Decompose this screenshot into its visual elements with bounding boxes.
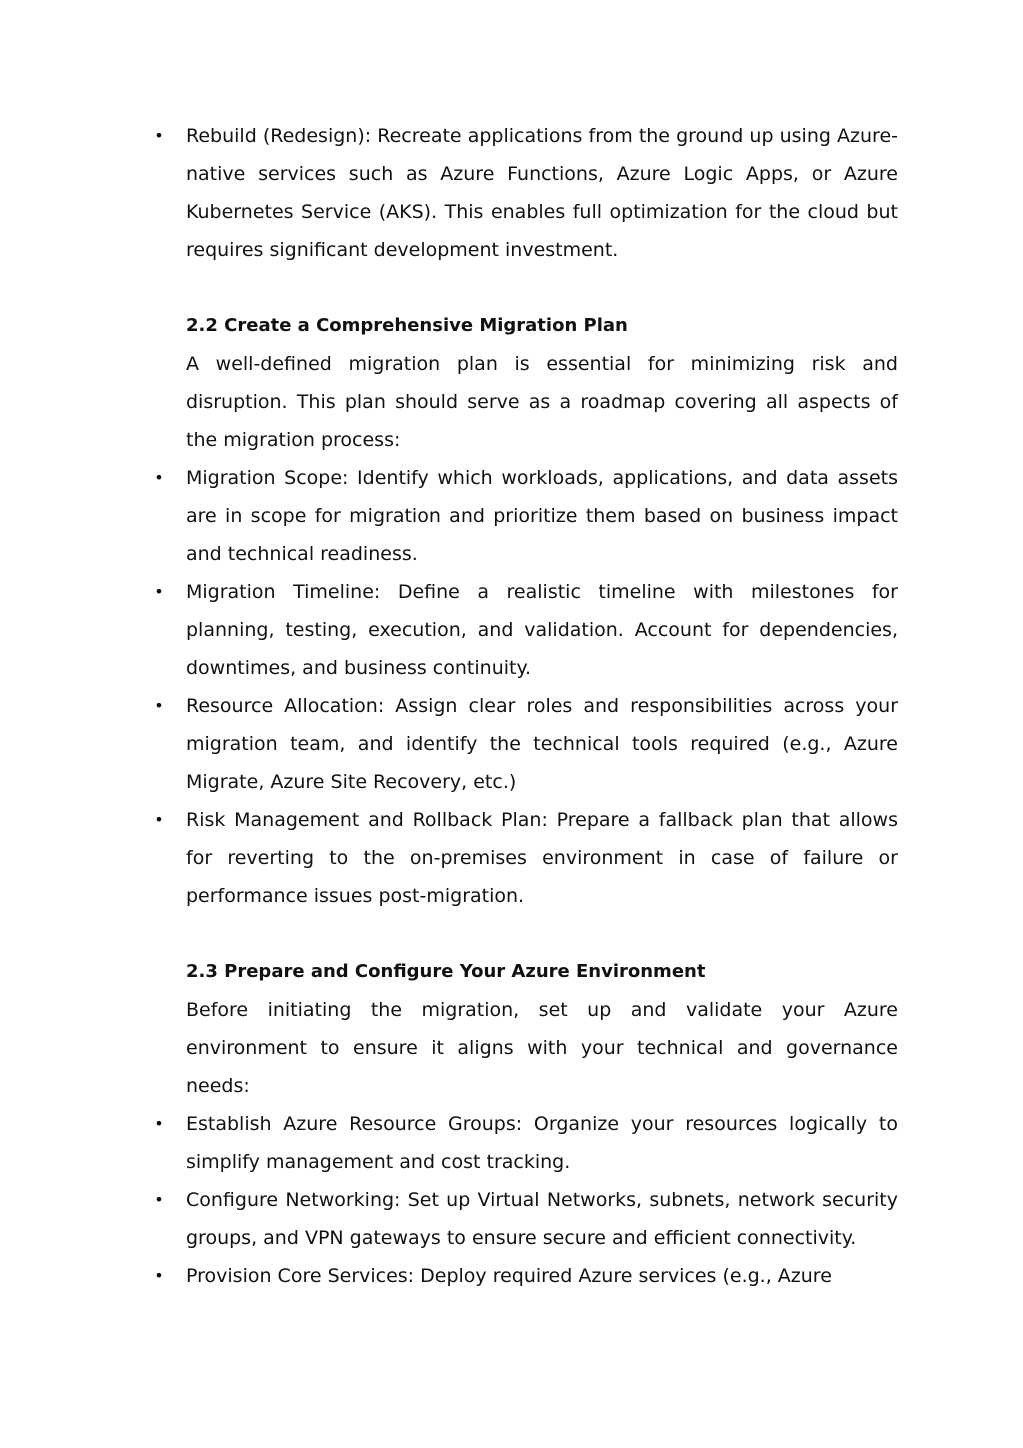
- document-page: [0, 117, 1023, 1295]
- list-item: [154, 1105, 898, 1181]
- list-item: [154, 117, 898, 269]
- section-heading: 2.3 Prepare and Configure Your Azure Environment: [186, 961, 706, 982]
- bullet-icon: •: [154, 1266, 164, 1285]
- bullet-text: Migration Timeline: Define a realistic timeline with milestones for planning, testing, execution, and validation. Account for dependencies, downtimes, and business continuity.: [186, 581, 898, 679]
- section-2-2: [154, 307, 898, 915]
- bullet-icon: •: [154, 126, 164, 145]
- bullet-text: Provision Core Services: Deploy required Azure services (e.g., Azure: [186, 1265, 832, 1287]
- list-item: [154, 801, 898, 915]
- bullet-text: Migration Scope: Identify which workloads, applications, and data assets are in scope for migration and prioritize them based on business impact and technical readiness.: [186, 467, 898, 565]
- spacer: [0, 269, 1023, 307]
- bullet-text: Risk Management and Rollback Plan: Prepare a fallback plan that allows for reverting to the on-premises environment in case of failure or performance issues post-migration.: [186, 809, 898, 907]
- bullet-icon: •: [154, 1114, 164, 1133]
- section-intro: Before initiating the migration, set up and validate your Azure environment to ensure it aligns with your technical and governance needs:: [186, 999, 898, 1097]
- list-item: [154, 1181, 898, 1257]
- list-item: [154, 459, 898, 573]
- bullet-icon: •: [154, 696, 164, 715]
- section-2-3: [154, 953, 898, 1295]
- list-item: [154, 573, 898, 687]
- bullet-icon: •: [154, 810, 164, 829]
- section-heading: 2.2 Create a Comprehensive Migration Plan: [186, 315, 628, 336]
- section-intro: A well-defined migration plan is essential for minimizing risk and disruption. This plan should serve as a roadmap covering all aspects of the migration process:: [186, 353, 898, 451]
- bullet-icon: •: [154, 1190, 164, 1209]
- section-rebuild: [154, 117, 898, 269]
- bullet-text: Establish Azure Resource Groups: Organize your resources logically to simplify management and cost tracking.: [186, 1113, 898, 1173]
- list-item: [154, 1257, 898, 1295]
- bullet-text: Configure Networking: Set up Virtual Networks, subnets, network security groups, and VPN gateways to ensure secure and efficient connectivity.: [186, 1189, 898, 1249]
- bullet-icon: •: [154, 468, 164, 487]
- bullet-icon: •: [154, 582, 164, 601]
- bullet-text: Rebuild (Redesign): Recreate applications from the ground up using Azure-native services such as Azure Functions, Azure Logic Apps, or Azure Kubernetes Service (AKS). This enables full optimization for the cloud but requires significant development investment.: [186, 125, 898, 261]
- list-item: [154, 687, 898, 801]
- spacer: [0, 915, 1023, 953]
- bullet-text: Resource Allocation: Assign clear roles and responsibilities across your migration team, and identify the technical tools required (e.g., Azure Migrate, Azure Site Recovery, etc.): [186, 695, 898, 793]
